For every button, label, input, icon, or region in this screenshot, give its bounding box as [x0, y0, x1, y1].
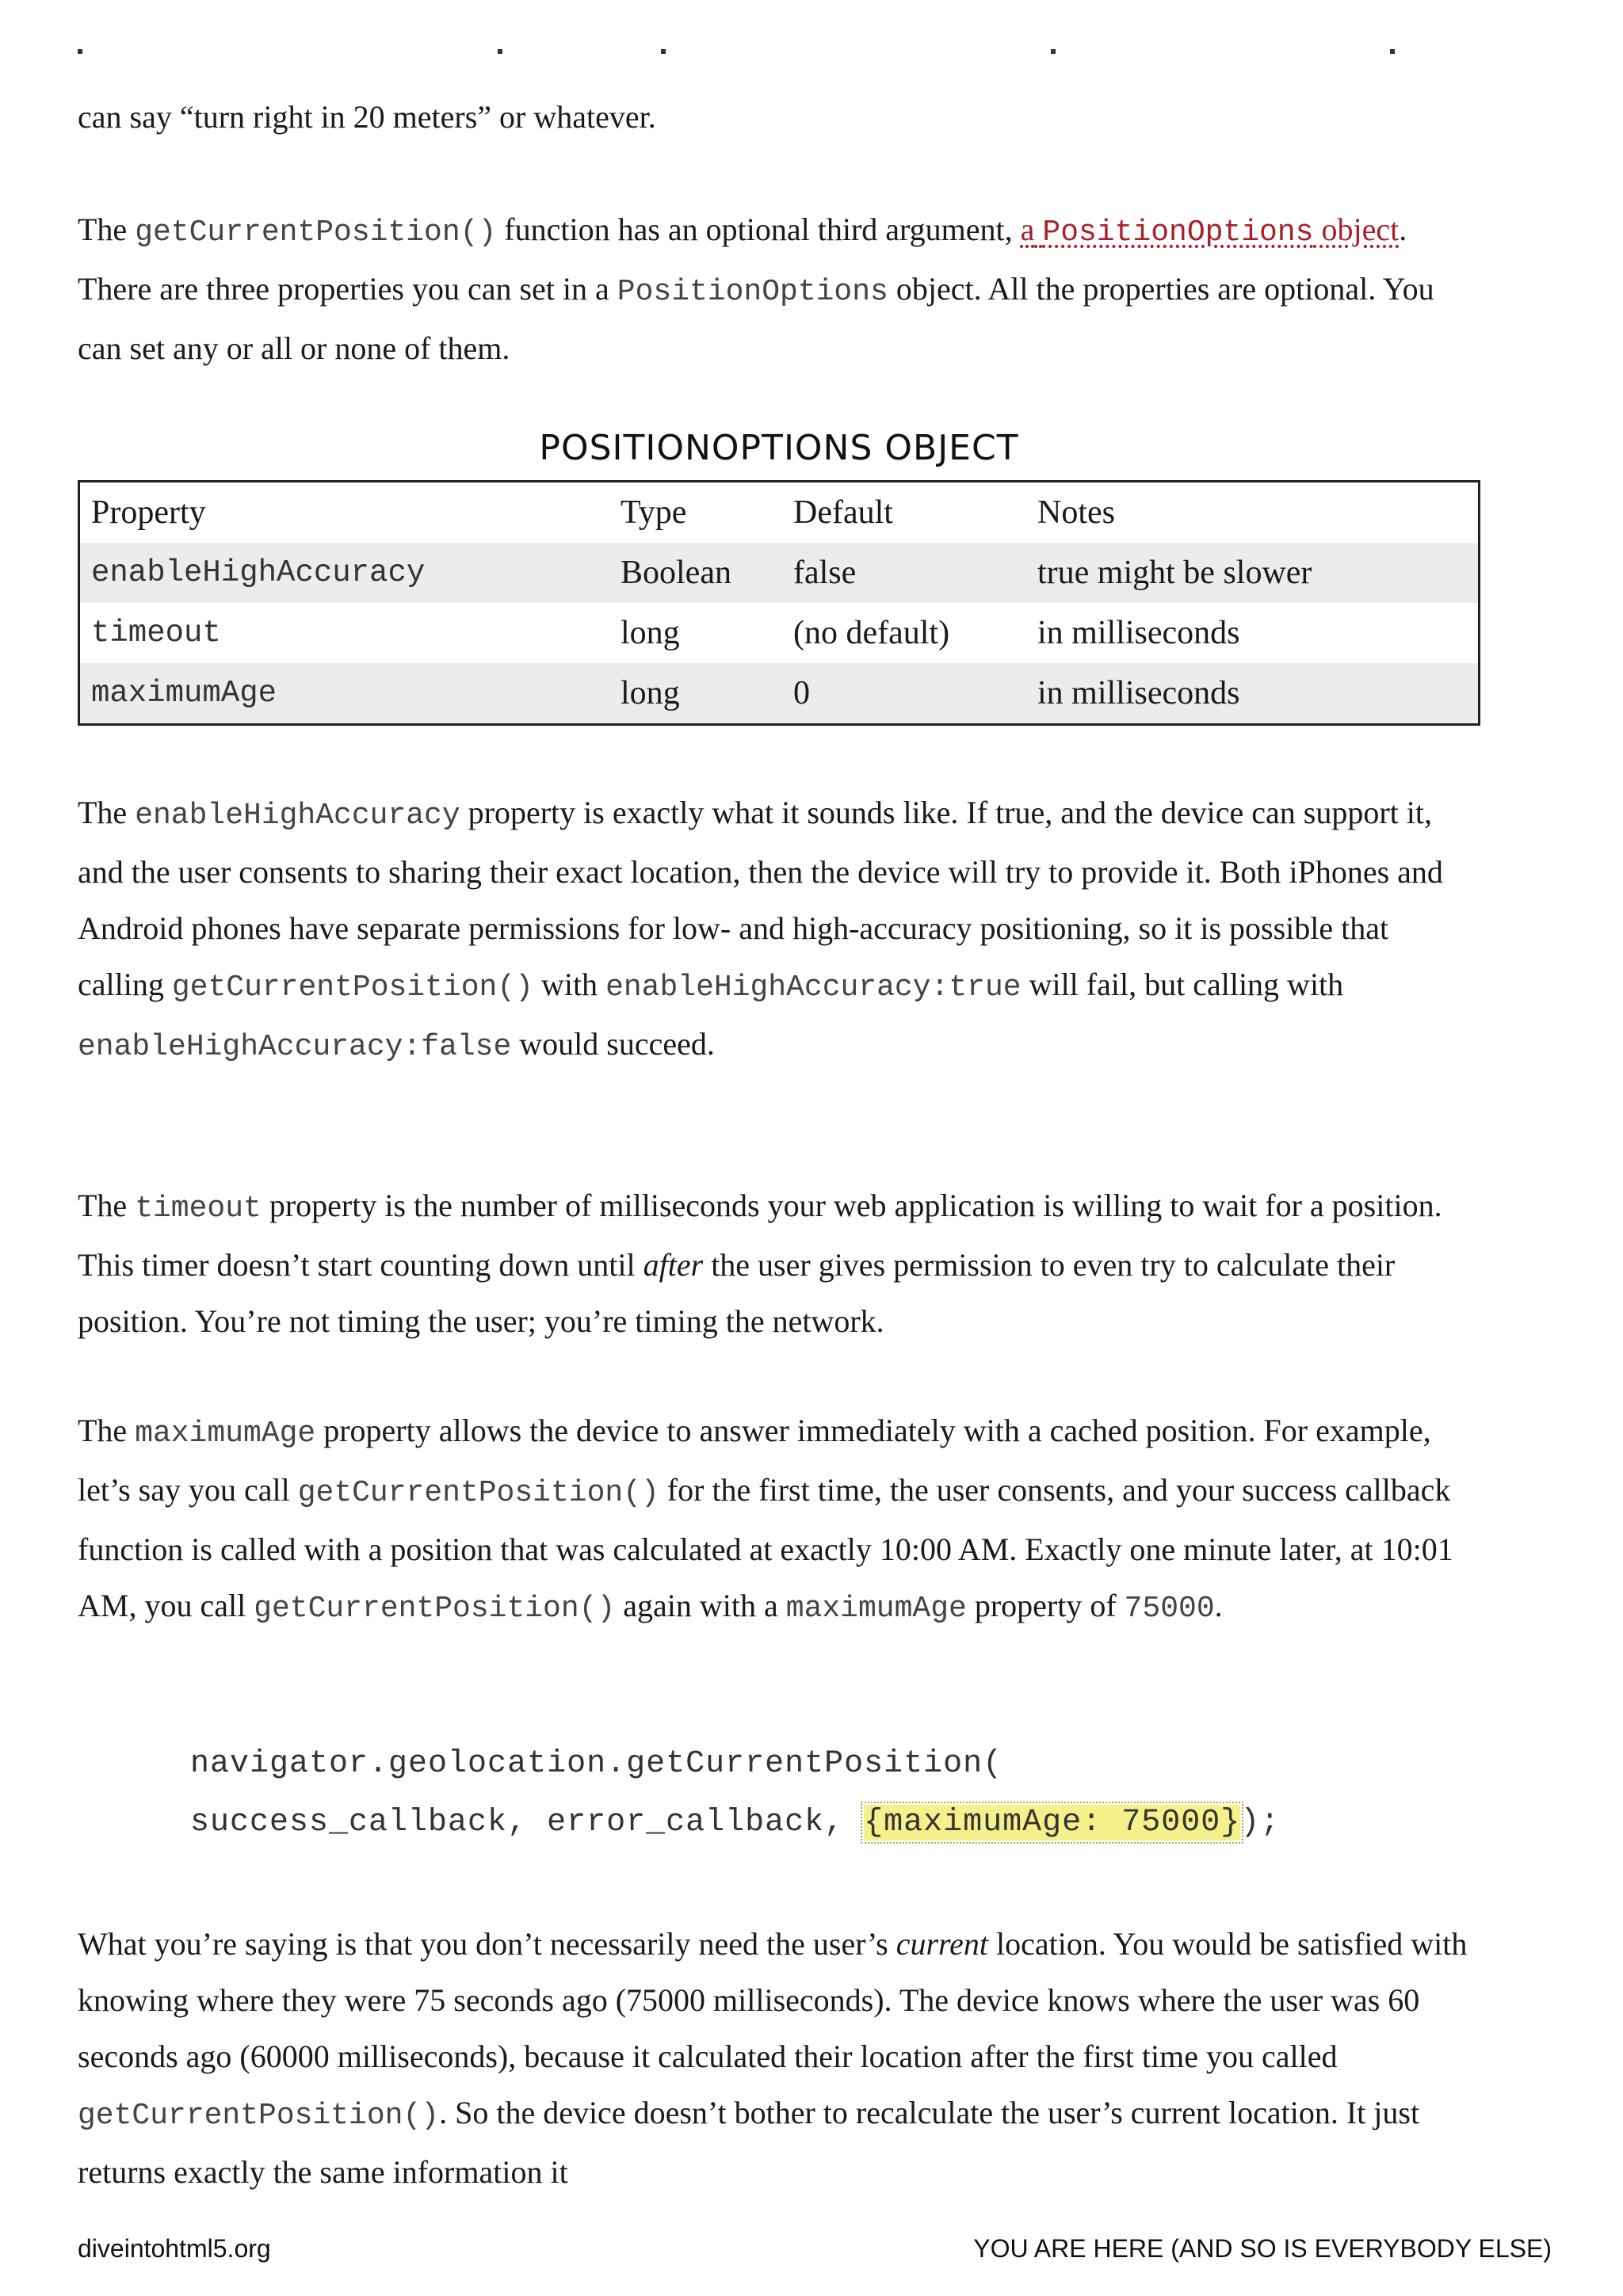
code-highlight: {maximumAge: 75000}	[864, 1805, 1241, 1840]
inline-code: getCurrentPosition()	[171, 971, 533, 1005]
code-line: );	[1240, 1805, 1281, 1840]
text: property of	[966, 1588, 1125, 1623]
cell-type: Boolean	[609, 543, 782, 603]
table-title: POSITIONOPTIONS OBJECT	[539, 428, 1019, 468]
text: with	[533, 967, 606, 1002]
paragraph-maximumage	[78, 1402, 1472, 1637]
text: . There are three properties you can set in a	[78, 212, 1407, 307]
inline-code: enableHighAccuracy:true	[605, 971, 1022, 1005]
positionoptions-link[interactable]	[1020, 212, 1400, 250]
inline-code: 75000	[1124, 1592, 1215, 1626]
text: property is the number of milliseconds your web application is willing to wait for a position. This timer doesn’t start counting down until	[78, 1188, 1442, 1283]
table-header-row	[79, 482, 1480, 543]
paragraph-timeout	[78, 1177, 1472, 1349]
inline-code: getCurrentPosition()	[297, 1476, 659, 1510]
inline-code: getCurrentPosition()	[78, 2099, 440, 2133]
text: The	[78, 795, 136, 830]
header-type: Type	[621, 494, 687, 531]
text: . So the device doesn’t bother to recalculate the user’s current location. It just returns exactly the same information it	[78, 2095, 1420, 2190]
paragraph-enablehighaccuracy	[78, 784, 1472, 1075]
clipped-previous-line	[78, 49, 1472, 55]
text: The	[78, 1413, 136, 1448]
code-line: success_callback, error_callback,	[190, 1805, 865, 1840]
header-default: Default	[793, 494, 893, 531]
paragraph-current-location	[78, 1916, 1472, 2200]
text: property allows the device to answer immediately with a cached position. For example, let’s say you call	[78, 1413, 1431, 1508]
cell-property: timeout	[91, 616, 221, 650]
text: property is exactly what it sounds like. If true, and the device can support it, and the user consents to sharing their exact location, then the device will try to provide it. Both iPhones and Android phones have separate permissions for low- and high-accuracy positioning, so it is possible that calling	[78, 795, 1443, 1002]
text: What you’re saying is that you don’t necessarily need the user’s	[78, 1926, 896, 1962]
inline-code: timeout	[135, 1192, 262, 1226]
header-property: Property	[91, 494, 206, 531]
text: the user gives permission to even try to calculate their position. You’re not timing the user; you’re timing the network.	[78, 1247, 1396, 1339]
cell-default: (no default)	[793, 615, 950, 651]
code-line: navigator.geolocation.getCurrentPosition(	[190, 1746, 1003, 1782]
inline-code: maximumAge	[785, 1592, 967, 1626]
link-text[interactable]: object	[1313, 212, 1400, 247]
text: .	[1214, 1588, 1223, 1623]
inline-code: getCurrentPosition()	[135, 215, 497, 250]
text: The	[78, 1188, 136, 1223]
inline-code: PositionOptions	[617, 275, 888, 309]
inline-code: enableHighAccuracy	[135, 799, 460, 833]
emphasis: current	[896, 1926, 988, 1962]
cell-notes: true might be slower	[1026, 543, 1480, 603]
positionoptions-table	[78, 480, 1480, 726]
header-notes: Notes	[1037, 494, 1115, 531]
cell-property: maximumAge	[79, 663, 610, 725]
text: would succeed.	[511, 1026, 715, 1062]
text: The	[78, 212, 136, 247]
text: function has an optional third argument,	[496, 212, 1021, 247]
text: object. All the properties are optional. You can set any or all or none of them.	[78, 271, 1434, 366]
footer-chapter-title: YOU ARE HERE (AND SO IS EVERYBODY ELSE)	[973, 2234, 1552, 2263]
cell-notes: in milliseconds	[1026, 663, 1480, 725]
inline-code: enableHighAccuracy:false	[78, 1030, 512, 1064]
cell-type: long	[609, 663, 782, 725]
text: will fail, but calling with	[1021, 967, 1344, 1002]
link-text[interactable]: a	[1020, 212, 1035, 247]
paragraph-top: can say “turn right in 20 meters” or whatever.	[78, 99, 656, 135]
table-row	[79, 543, 1480, 603]
cell-default: 0	[782, 663, 1026, 725]
cell-notes: in milliseconds	[1037, 615, 1240, 651]
inline-code: maximumAge	[135, 1417, 316, 1451]
text: again with a	[615, 1588, 786, 1623]
link-code[interactable]: PositionOptions	[1042, 215, 1314, 250]
text: for the first time, the user consents, and your success callback function is called with a position that was calculated at exactly 10:00 AM. Exactly one minute later, at 10:01 AM, you call	[78, 1472, 1453, 1623]
emphasis: after	[643, 1247, 704, 1283]
table-row	[79, 663, 1480, 725]
table-row	[79, 603, 1480, 663]
footer-site: diveintohtml5.org	[78, 2234, 271, 2263]
code-block	[190, 1735, 1280, 1852]
cell-default: false	[782, 543, 1026, 603]
paragraph-options	[78, 201, 1472, 376]
text: location. You would be satisfied with knowing where they were 75 seconds ago (75000 milliseconds). The device knows where the user was 60 seconds ago (60000 milliseconds), because it calculated their location after the first time you called	[78, 1926, 1468, 2074]
cell-type: long	[621, 615, 680, 651]
cell-property: enableHighAccuracy	[79, 543, 610, 603]
inline-code: getCurrentPosition()	[254, 1592, 616, 1626]
